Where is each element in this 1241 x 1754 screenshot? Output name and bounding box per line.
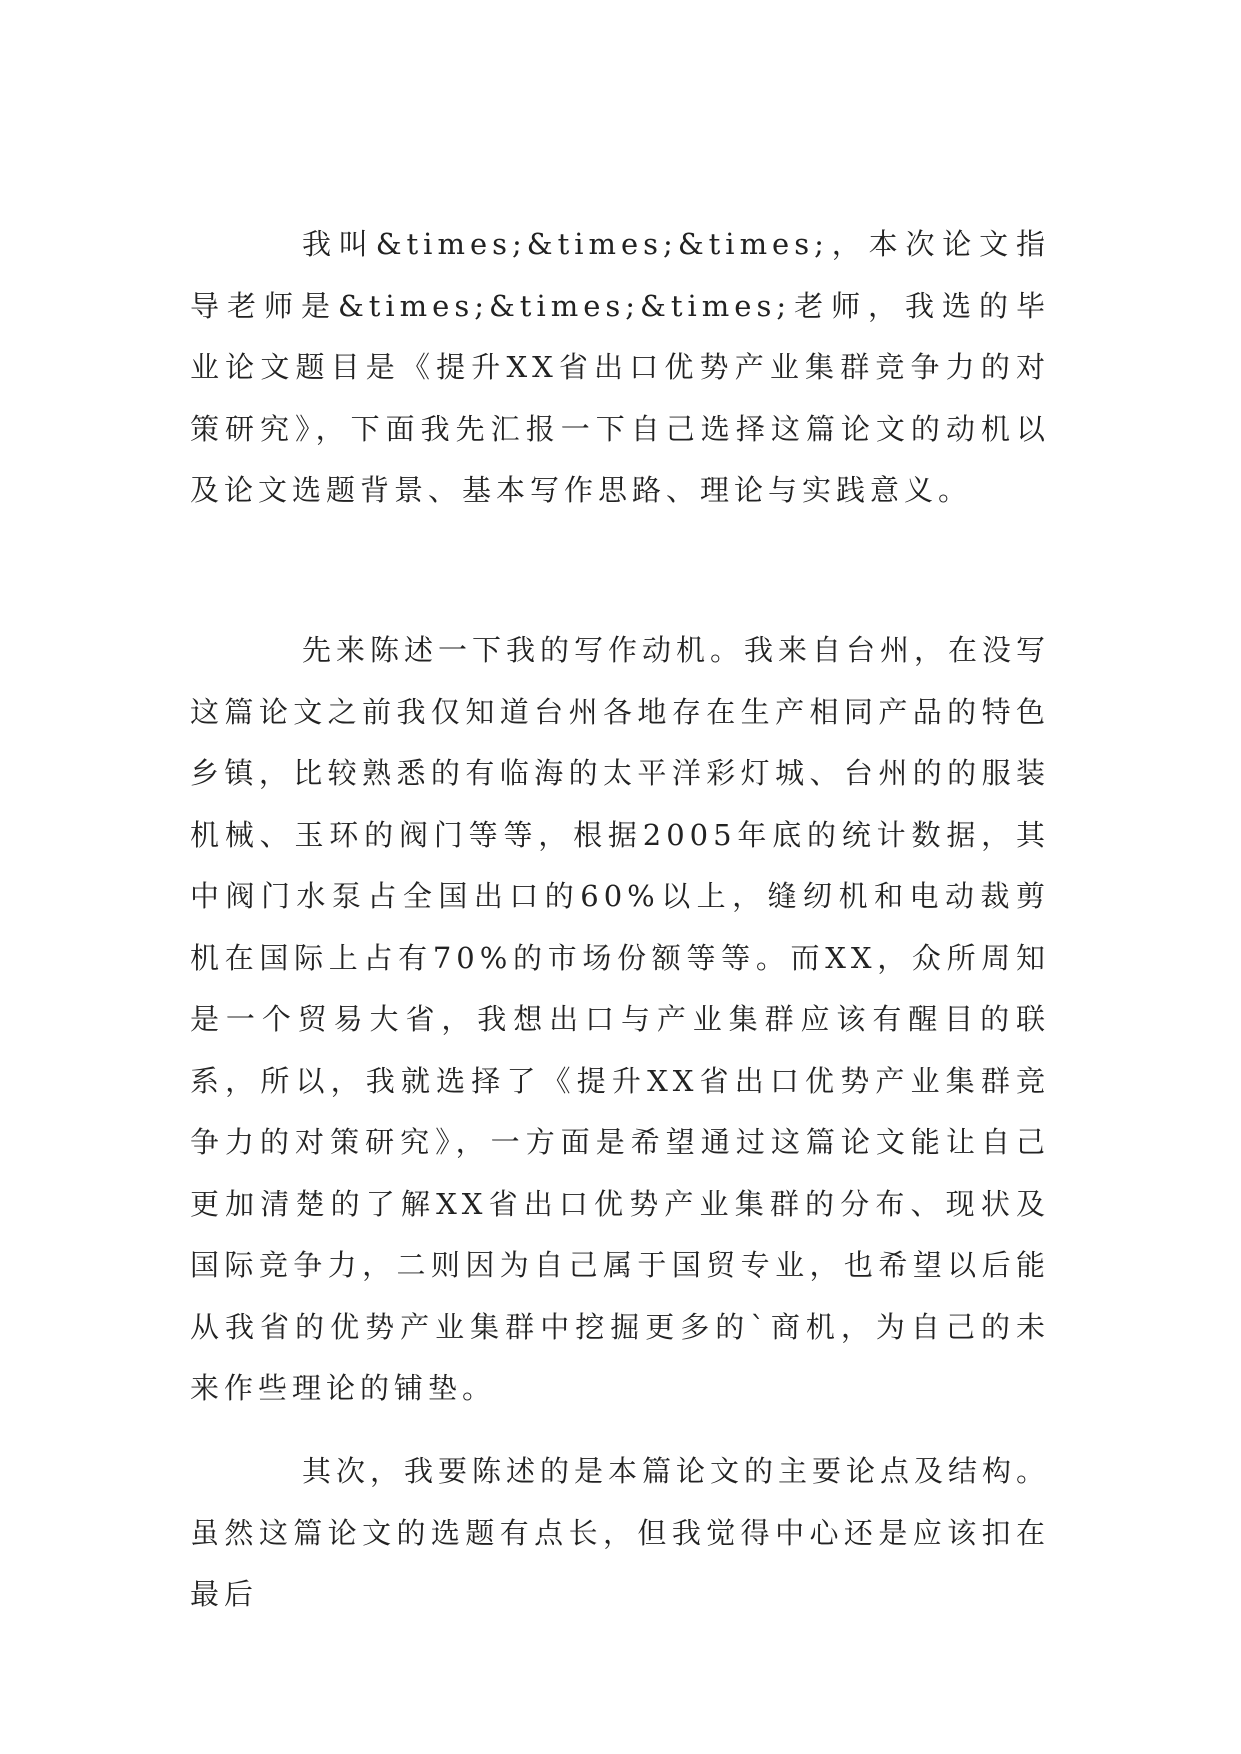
paragraph-introduction: 我叫&times;&times;&times;，本次论文指导老师是&times;&times;&times;老师，我选的毕业论文题目是《提升XX省出口优势产业集群竞争力的对策研究》，下面我先汇报一下自己选择这篇论文的动机以及论文选题背景、基本写作思路、理论与实践意义。 (190, 227, 1050, 507)
paragraph-main-points: 其次，我要陈述的是本篇论文的主要论点及结构。虽然这篇论文的选题有点长，但我觉得中心还是应该扣在最后 (190, 1454, 1051, 1611)
paragraph-motivation: 先来陈述一下我的写作动机。我来自台州，在没写这篇论文之前我仅知道台州各地存在生产相同产品的特色乡镇，比较熟悉的有临海的太平洋彩灯城、台州的的服装机械、玉环的阀门等等，根据2005年底的统计数据，其中阀门水泵占全国出口的60%以上，缝纫机和电动裁剪机在国际上占有70%的市场份额等等。而XX，众所周知是一个贸易大省，我想出口与产业集群应该有醒目的联系，所以，我就选择了《提升XX省出口优势产业集群竞争力的对策研究》，一方面是希望通过这篇论文能让自己更加清楚的了解XX省出口优势产业集群的分布、现状及国际竞争力，二则因为自己属于国贸专业，也希望以后能从我省的优势产业集群中挖掘更多的`商机，为自己的未来作些理论的铺垫。 (190, 633, 1051, 1405)
